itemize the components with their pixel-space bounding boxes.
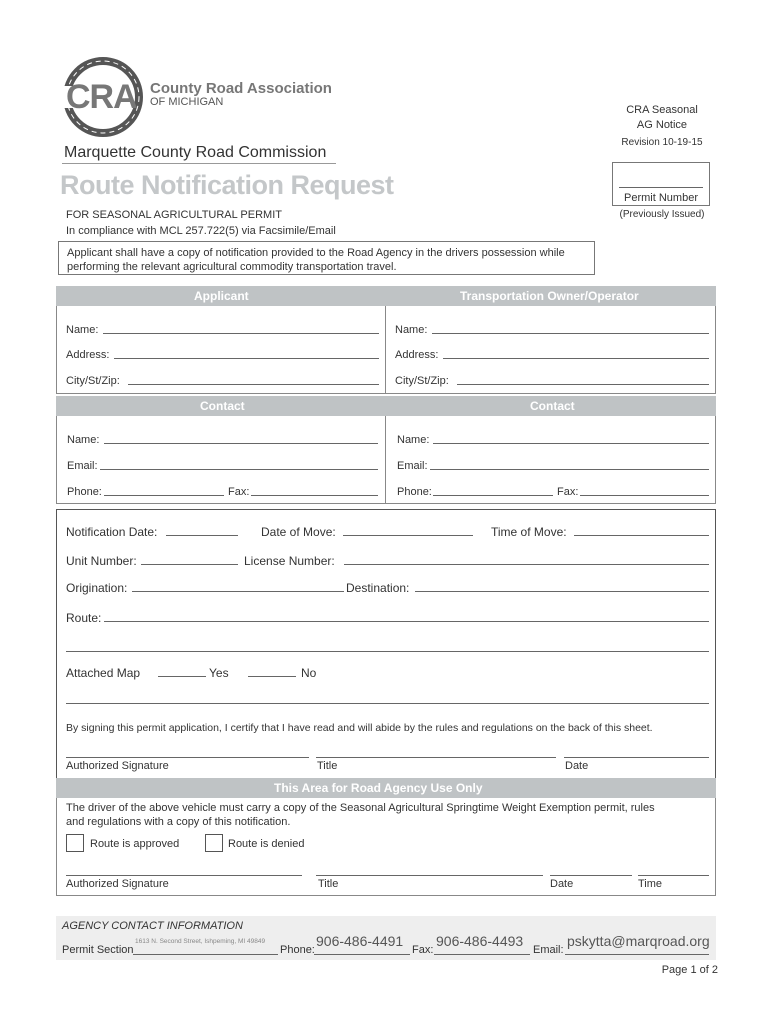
page-number: Page 1 of 2 xyxy=(661,964,718,976)
agency-fax: 906-486-4493 xyxy=(436,933,524,949)
origination-label: Origination: xyxy=(66,581,128,595)
contact-left-name-field[interactable] xyxy=(104,443,378,444)
contact-left-fax-label: Fax: xyxy=(228,486,250,498)
owner-name-label: Name: xyxy=(395,324,428,336)
contact-right-header: Contact xyxy=(530,399,575,413)
owner-name-field[interactable] xyxy=(432,333,709,334)
agency-signature-field[interactable] xyxy=(66,875,302,876)
denied-label: Route is denied xyxy=(228,838,305,850)
agency-time-label: Time xyxy=(638,878,663,890)
route-label: Route: xyxy=(66,611,102,625)
seasonal-line1: CRA Seasonal xyxy=(626,104,698,116)
contact-right-phone-label: Phone: xyxy=(397,486,432,498)
owner-city-field[interactable] xyxy=(457,384,709,385)
cra-logo xyxy=(62,56,144,138)
applicant-name-label: Name: xyxy=(66,324,99,336)
unit-number-label: Unit Number: xyxy=(66,554,137,568)
contact-right-fax-field[interactable] xyxy=(580,495,709,496)
contact-left-phone-label: Phone: xyxy=(67,486,102,498)
map-yes-field[interactable] xyxy=(158,676,206,677)
time-of-move-label: Time of Move: xyxy=(491,525,567,539)
agency-text: The driver of the above vehicle must carry a copy of the Seasonal Agricultural Springtime Weight Exemption permit, rules and regulations with a copy of this notification. xyxy=(66,802,655,828)
contact-right-box xyxy=(385,416,716,504)
contact-left-box xyxy=(56,416,386,504)
route-field[interactable] xyxy=(104,621,709,622)
date-field[interactable] xyxy=(564,757,709,758)
contact-left-name-label: Name: xyxy=(67,434,100,446)
contact-left-email-label: Email: xyxy=(67,460,98,472)
notice-box xyxy=(58,241,595,275)
signature-field[interactable] xyxy=(66,757,309,758)
agency-phone-line xyxy=(314,954,410,955)
unit-number-field[interactable] xyxy=(141,564,238,565)
page-subtitle: FOR SEASONAL AGRICULTURAL PERMIT xyxy=(66,209,282,221)
attached-map-label: Attached Map xyxy=(66,666,141,680)
denied-checkbox[interactable] xyxy=(205,834,223,852)
title-field[interactable] xyxy=(316,757,556,758)
approved-label: Route is approved xyxy=(90,838,180,850)
contact-info-header: AGENCY CONTACT INFORMATION xyxy=(62,920,243,932)
agency-signature-label: Authorized Signature xyxy=(66,878,169,890)
applicant-name-field[interactable] xyxy=(103,333,379,334)
owner-city-label: City/St/Zip: xyxy=(395,375,449,387)
origination-field[interactable] xyxy=(132,591,344,592)
map-yes-label: Yes xyxy=(209,666,229,680)
contact-right-name-label: Name: xyxy=(397,434,430,446)
previously-issued: (Previously Issued) xyxy=(619,209,705,220)
applicant-city-field[interactable] xyxy=(128,384,379,385)
date-label: Date xyxy=(565,760,589,772)
notification-date-field[interactable] xyxy=(166,535,238,536)
permit-number-line xyxy=(619,187,703,188)
approved-checkbox[interactable] xyxy=(66,834,84,852)
contact-left-email-field[interactable] xyxy=(100,469,378,470)
contact-right-fax-label: Fax: xyxy=(557,486,579,498)
agency-date-label: Date xyxy=(550,878,574,890)
owner-header: Transportation Owner/Operator xyxy=(460,289,639,303)
map-extra-line xyxy=(66,703,709,704)
license-number-label: License Number: xyxy=(244,554,335,568)
contact-left-phone-field[interactable] xyxy=(104,495,224,496)
compliance-text: In compliance with MCL 257.722(5) via Facsimile/Email xyxy=(66,225,336,237)
contact-right-name-field[interactable] xyxy=(433,443,709,444)
permit-number-label: Permit Number xyxy=(624,192,698,204)
applicant-owner-header xyxy=(56,286,716,306)
agency-address-line xyxy=(133,954,278,955)
agency-address: 1613 N. Second Street, Ishpeming, MI 49849 xyxy=(135,938,266,945)
owner-address-field[interactable] xyxy=(443,358,709,359)
agency-fax-label: Fax: xyxy=(412,944,434,956)
map-no-label: No xyxy=(301,666,317,680)
org-name: County Road Association xyxy=(150,80,332,97)
agency-date-field[interactable] xyxy=(550,875,632,876)
agency-email-line xyxy=(565,954,709,955)
permit-section-label: Permit Section xyxy=(62,944,134,956)
contact-header-bar xyxy=(56,396,716,416)
agency-header: This Area for Road Agency Use Only xyxy=(274,781,483,795)
applicant-city-label: City/St/Zip: xyxy=(66,375,120,387)
contact-left-header: Contact xyxy=(200,399,245,413)
permit-number-box[interactable] xyxy=(612,162,710,206)
agency-header-bar xyxy=(56,778,716,798)
contact-left-fax-field[interactable] xyxy=(251,495,378,496)
move-details-box xyxy=(56,509,716,780)
commission-underline xyxy=(62,163,336,164)
agency-email[interactable]: pskytta@marqroad.org xyxy=(567,933,710,949)
date-of-move-field[interactable] xyxy=(343,535,473,536)
agency-time-field[interactable] xyxy=(638,875,709,876)
signature-label: Authorized Signature xyxy=(66,760,169,772)
agency-fax-line xyxy=(434,954,530,955)
map-no-field[interactable] xyxy=(248,676,296,677)
contact-right-email-label: Email: xyxy=(397,460,428,472)
applicant-header: Applicant xyxy=(194,289,249,303)
contact-right-phone-field[interactable] xyxy=(433,495,553,496)
destination-label: Destination: xyxy=(346,581,410,595)
date-of-move-label: Date of Move: xyxy=(261,525,336,539)
license-number-field[interactable] xyxy=(344,564,709,565)
agency-email-label: Email: xyxy=(533,944,564,956)
applicant-address-label: Address: xyxy=(66,349,110,361)
notification-date-label: Notification Date: xyxy=(66,525,158,539)
contact-right-email-field[interactable] xyxy=(430,469,709,470)
notice-text: Applicant shall have a copy of notification provided to the Road Agency in the drivers possession while performing the relevant agricultural commodity transportation travel. xyxy=(67,247,565,273)
route-field-2[interactable] xyxy=(66,651,709,652)
logo-text: CRA xyxy=(66,78,137,116)
page-title: Route Notification Request xyxy=(60,170,394,200)
org-sub: OF MICHIGAN xyxy=(150,96,224,108)
destination-field[interactable] xyxy=(415,591,709,592)
owner-address-label: Address: xyxy=(395,349,439,361)
agency-phone-label: Phone: xyxy=(280,944,315,956)
time-of-move-field[interactable] xyxy=(574,535,709,536)
certify-text: By signing this permit application, I certify that I have read and will abide by the rules and regulations on the back of this sheet. xyxy=(66,722,653,734)
applicant-address-field[interactable] xyxy=(114,358,379,359)
agency-phone: 906-486-4491 xyxy=(316,933,404,949)
revision-text: Revision 10-19-15 xyxy=(621,137,703,148)
seasonal-line2: AG Notice xyxy=(636,119,688,131)
agency-title-field[interactable] xyxy=(316,875,543,876)
title-label: Title xyxy=(317,760,338,772)
commission-name: Marquette County Road Commission xyxy=(64,144,327,161)
agency-title-label: Title xyxy=(318,878,339,890)
